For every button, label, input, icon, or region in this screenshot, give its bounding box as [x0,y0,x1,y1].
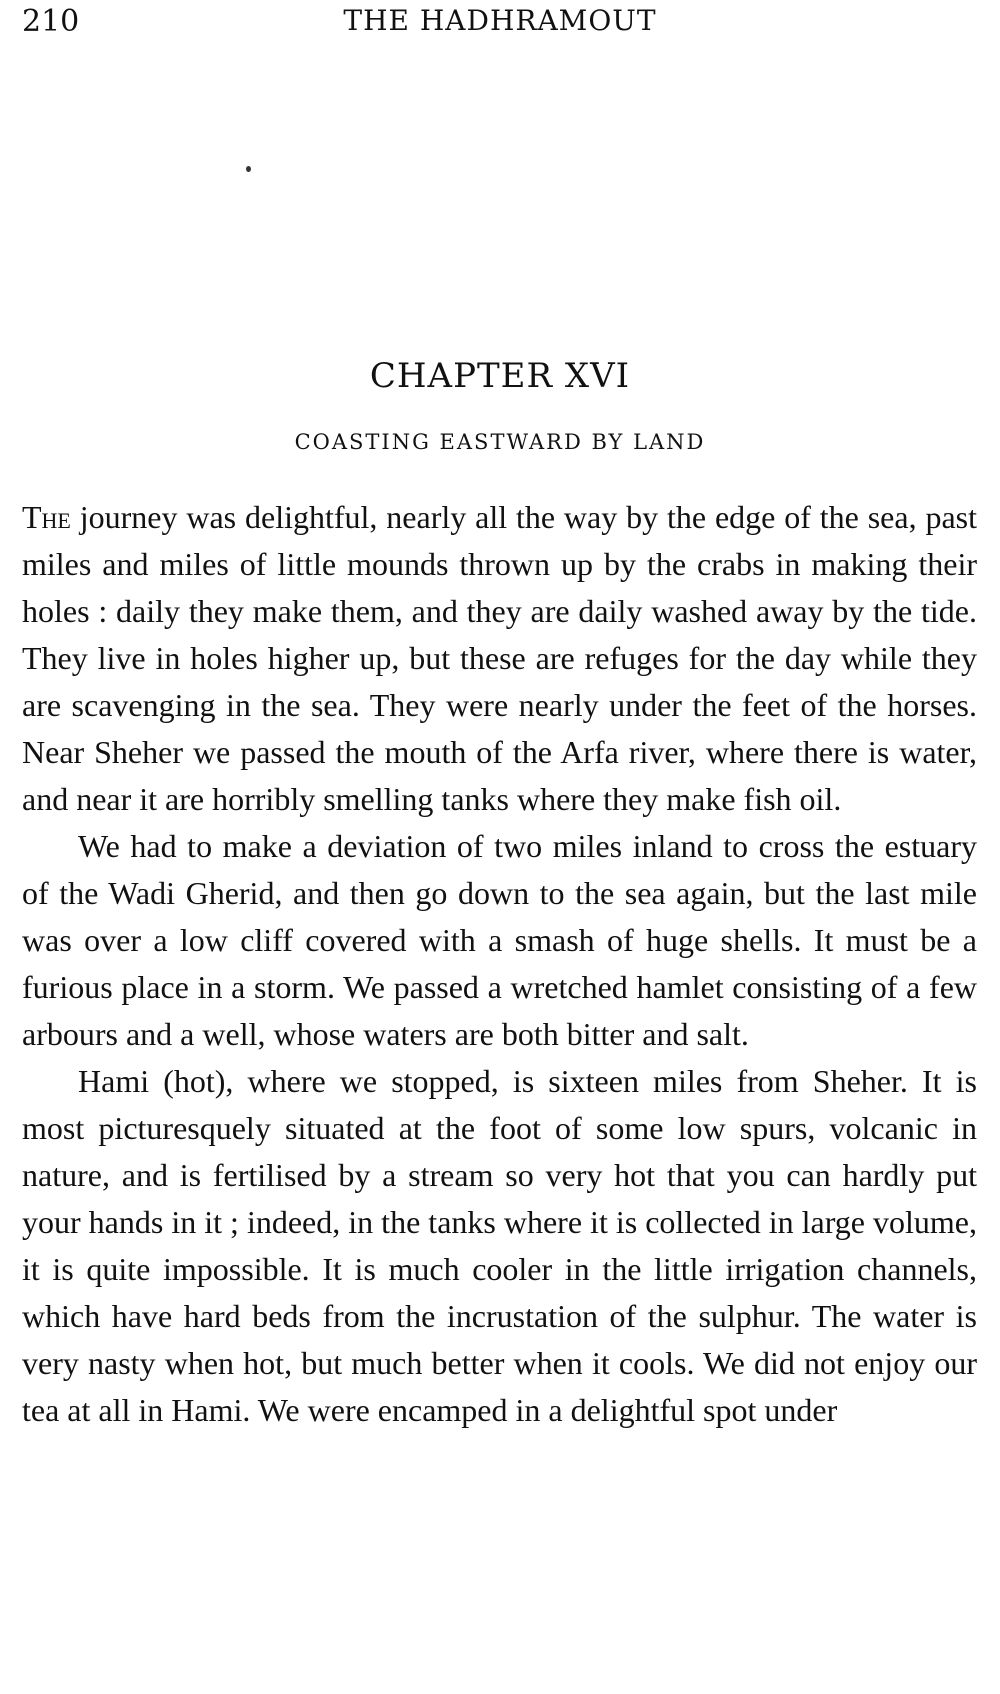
chapter-title: CHAPTER XVI [369,356,631,396]
page-number: 210 [22,4,80,39]
running-head: THE HADHRAMOUT [343,4,657,37]
paragraph-1-opening-word: The [22,499,71,535]
ink-speck [246,166,251,172]
paragraph-3: Hami (hot), where we stopped, is sixteen miles from Sheher. It is most picturesquely situated at the foot of some low spurs, volcanic in nature, and is fertilised by a stream so very hot that you can hardly put your hands in it ; indeed, in the tanks where it is collected in large volume, it is quite impossible. It is much cooler in the little irrigation channels, which have hard beds from the incrustation of the sulphur. The water is very nasty when hot, but much better when it cools. We did not enjoy our tea at all in Hami. We were encamped in a delightful spot under [22,1063,977,1428]
chapter-subtitle: COASTING EASTWARD BY LAND [294,430,706,454]
paragraph-2: We had to make a deviation of two miles inland to cross the estuary of the Wadi Gherid, and then go down to the sea again, but the last mile was over a low cliff covered with a smash of huge shells. It must be a furious place in a storm. We passed a wretched hamlet consisting of a few arbours and a well, whose waters are both bitter and salt. [22,828,977,1052]
paragraph-1-text: journey was delightful, nearly all the way by the edge of the sea, past miles and miles of little mounds thrown up by the crabs in making their holes : daily they make them, and they are daily washed away by the tide. They live in holes higher up, but these are refuges for the day while they are scavenging in the sea. They were nearly under the feet of the horses. Near Sheher we passed the mouth of the Arfa river, where there is water, and near it are horribly smelling tanks where they make fish oil. [22,499,977,817]
paragraph-1 [22,494,977,823]
body-text [22,494,977,1434]
